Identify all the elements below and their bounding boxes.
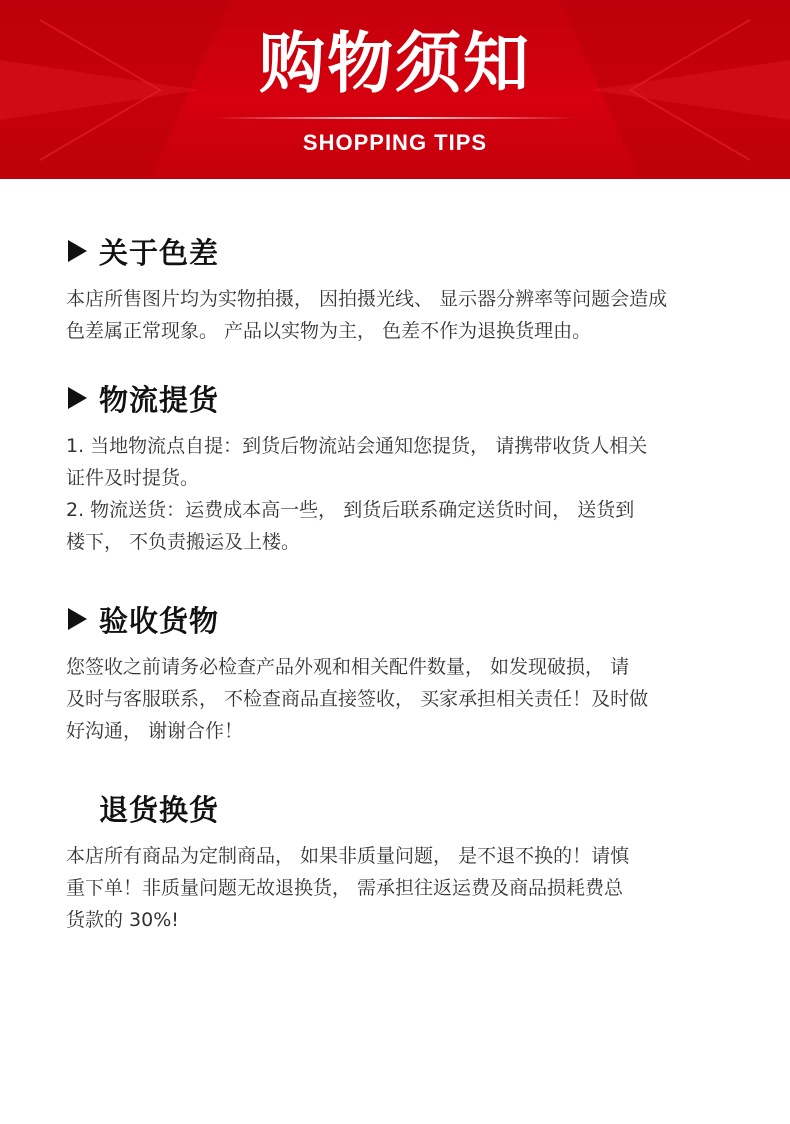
section-heading: [66, 376, 766, 420]
section-heading: [66, 229, 766, 273]
paragraph-line: 重下单！非质量问题无故退换货， 需承担往返运费及商品损耗费总: [66, 877, 624, 899]
paragraph-line: 及时与客服联系， 不检查商品直接签收， 买家承担相关责任！及时做: [66, 688, 649, 710]
paragraph-line: 2. 物流送货：运费成本高一些， 到货后联系确定送货时间， 送货到: [66, 499, 635, 521]
section-body: [66, 840, 766, 936]
banner-divider: [215, 117, 575, 119]
section-heading: [66, 597, 766, 641]
section-returns: [66, 786, 766, 936]
section-inspection: [66, 597, 766, 747]
section-title: 验收货物: [99, 603, 220, 638]
section-heading: [66, 786, 766, 830]
paragraph-line: 证件及时提货。: [66, 467, 200, 489]
section-title: 退货换货: [99, 792, 220, 827]
paragraph-line: 好沟通， 谢谢合作！: [66, 720, 244, 742]
section-body: [66, 430, 766, 558]
section-body: [66, 283, 766, 347]
play-triangle-icon: [68, 240, 87, 262]
paragraph-line: 本店所售图片均为实物拍摄， 因拍摄光线、 显示器分辨率等问题会造成: [66, 288, 668, 310]
section-title: 关于色差: [99, 235, 220, 270]
section-logistics-pickup: [66, 376, 766, 558]
banner-title: 购物须知: [259, 25, 531, 102]
section-color-difference: [66, 229, 766, 347]
paragraph-line: 1. 当地物流点自提：到货后物流站会通知您提货， 请携带收货人相关: [66, 435, 648, 457]
paragraph-line: 您签收之前请务必检查产品外观和相关配件数量， 如发现破损， 请: [66, 656, 630, 678]
play-triangle-icon: [68, 387, 87, 409]
paragraph-line: 楼下， 不负责搬运及上楼。: [66, 531, 301, 553]
paragraph-line: 色差属正常现象。 产品以实物为主， 色差不作为退换货理由。: [66, 320, 592, 342]
play-triangle-icon: [68, 608, 87, 630]
paragraph-line: 本店所有商品为定制商品， 如果非质量问题， 是不退不换的！请慎: [66, 845, 630, 867]
banner-subtitle: SHOPPING TIPS: [302, 130, 488, 155]
header-banner: [0, 0, 790, 179]
paragraph-line: 货款的 30%!: [66, 909, 179, 931]
section-title: 物流提货: [99, 382, 220, 417]
section-body: [66, 651, 766, 747]
